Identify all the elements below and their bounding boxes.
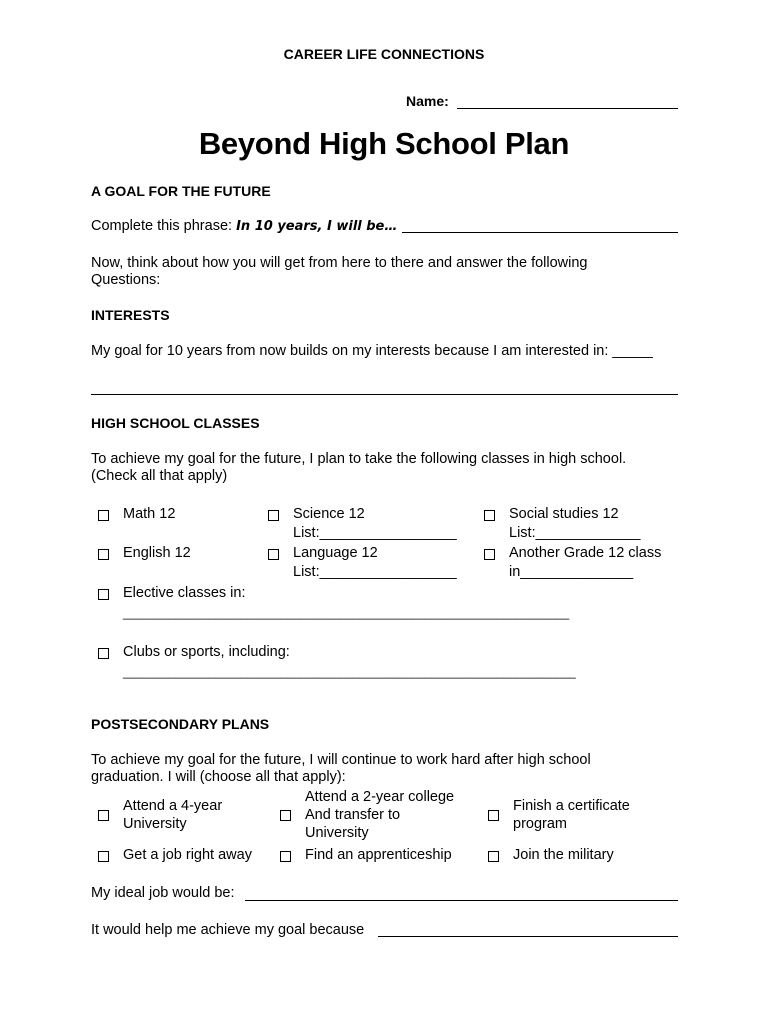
name-label: Name:	[406, 93, 449, 109]
option-4-year-line-2: University	[123, 816, 187, 832]
interests-blank[interactable]	[91, 394, 678, 395]
postsecondary-intro-2: graduation. I will (choose all that apply):	[91, 769, 346, 785]
clubs-blank[interactable]: _____________________________________________________________________	[123, 665, 576, 679]
help-goal-blank[interactable]	[378, 936, 678, 937]
interests-heading: INTERESTS	[91, 307, 170, 323]
name-blank[interactable]	[457, 108, 678, 109]
think-text-1: Now, think about how you will get from here to there and answer the following	[91, 255, 588, 271]
phrase-row	[91, 218, 397, 235]
checkbox-4-year-university[interactable]	[98, 810, 109, 821]
option-science-12: Science 12	[293, 506, 365, 522]
option-2-year-line-1: Attend a 2-year college	[305, 789, 455, 805]
option-math-12: Math 12	[123, 506, 176, 522]
classes-heading: HIGH SCHOOL CLASSES	[91, 415, 260, 431]
elective-blank[interactable]: ____________________________________________________________________	[123, 606, 570, 620]
option-language-12: Language 12	[293, 545, 378, 561]
option-2-year-line-3: University	[305, 825, 369, 841]
checkbox-2-year-college[interactable]	[280, 810, 291, 821]
checkbox-military[interactable]	[488, 851, 499, 862]
postsecondary-intro-1: To achieve my goal for the future, I will continue to work hard after high school	[91, 752, 591, 768]
checkbox-language-12[interactable]	[268, 549, 279, 560]
option-get-a-job: Get a job right away	[123, 847, 252, 863]
classes-intro-2: (Check all that apply)	[91, 468, 228, 484]
option-elective-classes: Elective classes in:	[123, 585, 246, 601]
think-text-2: Questions:	[91, 272, 161, 288]
course-header: CAREER LIFE CONNECTIONS	[283, 46, 485, 62]
option-certificate-line-1: Finish a certificate	[513, 798, 630, 814]
checkbox-apprenticeship[interactable]	[280, 851, 291, 862]
checkbox-another-grade-12[interactable]	[484, 549, 495, 560]
phrase-blank[interactable]	[402, 232, 678, 233]
checkbox-certificate-program[interactable]	[488, 810, 499, 821]
language-list-blank[interactable]: List:_________________	[293, 564, 457, 580]
checkbox-english-12[interactable]	[98, 549, 109, 560]
option-another-grade-12: Another Grade 12 class	[509, 545, 662, 561]
checkbox-get-a-job[interactable]	[98, 851, 109, 862]
help-goal-label: It would help me achieve my goal because	[91, 922, 365, 938]
checkbox-math-12[interactable]	[98, 510, 109, 521]
interests-text: My goal for 10 years from now builds on my interests because I am interested in: _____	[91, 343, 653, 359]
phrase-label: Complete this phrase:	[91, 218, 233, 234]
social-list-blank[interactable]: List:_____________	[509, 525, 641, 541]
checkbox-elective-classes[interactable]	[98, 589, 109, 600]
ideal-job-blank[interactable]	[245, 900, 678, 901]
option-certificate-line-2: program	[513, 816, 567, 832]
option-4-year-line-1: Attend a 4-year	[123, 798, 223, 814]
checkbox-science-12[interactable]	[268, 510, 279, 521]
science-list-blank[interactable]: List:_________________	[293, 525, 457, 541]
phrase-italic: In 10 years, I will be…	[236, 219, 398, 234]
classes-intro-1: To achieve my goal for the future, I plan to take the following classes in high school.	[91, 451, 627, 467]
checkbox-clubs-sports[interactable]	[98, 648, 109, 659]
another-class-blank[interactable]: in______________	[509, 564, 634, 580]
option-military: Join the military	[513, 847, 614, 863]
option-english-12: English 12	[123, 545, 191, 561]
option-2-year-line-2: And transfer to	[305, 807, 401, 823]
ideal-job-label: My ideal job would be:	[91, 885, 235, 901]
option-social-studies-12: Social studies 12	[509, 506, 619, 522]
option-apprenticeship: Find an apprenticeship	[305, 847, 452, 863]
goal-heading: A GOAL FOR THE FUTURE	[91, 183, 271, 199]
option-clubs-sports: Clubs or sports, including:	[123, 644, 290, 660]
page-title: Beyond High School Plan	[198, 126, 570, 161]
postsecondary-heading: POSTSECONDARY PLANS	[91, 716, 270, 732]
checkbox-social-studies-12[interactable]	[484, 510, 495, 521]
